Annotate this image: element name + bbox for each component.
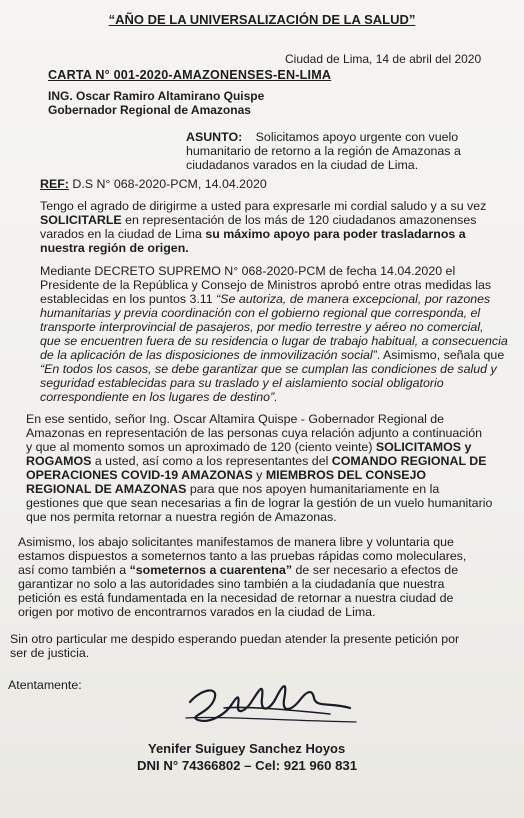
p1-line-4: nuestra región de origen. (40, 241, 189, 255)
recipient-name: ING. Oscar Ramiro Altamirano Quispe (48, 89, 265, 103)
reference-line (40, 177, 267, 192)
p1-line-3 (40, 227, 466, 242)
p4-line-1: Asimismo, los abajo solicitantes manifestamos de manera libre y voluntaria que (18, 535, 454, 549)
p3-bold-miembros: MIEMBROS DEL CONSEJO (265, 468, 427, 482)
document-year-title: “AÑO DE LA UNIVERSALIZACIÓN DE LA SALUD” (108, 12, 416, 27)
subject-text-1: Solicitamos apoyo urgente con vuelo (255, 130, 459, 144)
p3-line-4-bold: COMANDO REGIONAL DE (331, 454, 487, 468)
p4-line-3-rest: de ser necesario a efectos de (292, 563, 459, 577)
p4-line-3-plain: así como también a (18, 563, 130, 577)
closing-text: Atentamente: (8, 678, 82, 692)
p2-line-9: seguridad establecidas para su traslado y el aislamiento social obligatorio (40, 376, 444, 390)
signer-id-line: DNI N° 74366802 – Cel: 921 960 831 (137, 758, 358, 773)
p3-line-1: En ese sentido, señor Ing. Oscar Altamira Quispe - Gobernador Regional de (26, 412, 445, 426)
p4-line-3 (18, 563, 458, 578)
p3-bold-rogamos: ROGAMOS (26, 454, 92, 468)
p3-line-6 (26, 482, 439, 497)
subject-text-2: humanitario de retorno a la región de Amazonas a (186, 144, 461, 158)
p2-line-7-italic: de la aplicación de las disposiciones de inmovilización social” (40, 348, 377, 362)
subject-text-3: ciudadanos varados en la ciudad de Lima. (186, 158, 419, 172)
p5-line-2: ser de justicia. (10, 646, 90, 660)
p4-line-2: estamos dispuestos a someternos tanto a las pruebas rápidas como moleculares, (18, 549, 467, 563)
p3-line-2: Amazonas en representación de las personas cuya relación adjunto a continuación (26, 426, 482, 440)
handwritten-signature (180, 670, 360, 730)
p2-line-7 (40, 348, 504, 363)
p3-line-5-plain: y (252, 468, 266, 482)
p3-bold-regional: REGIONAL DE AMAZONAS (26, 482, 187, 496)
p2-line-3 (40, 292, 490, 307)
p1-line-1: Tengo el agrado de dirigirme a usted para expresarle mi cordial saludo y a su vez (40, 199, 487, 213)
p3-line-4-plain: a usted, así como a los representantes del (91, 454, 332, 468)
p1-line-2 (40, 213, 476, 228)
p1-line-2-rest: en representación de los más de 120 ciudadanos amazonenses (121, 213, 477, 227)
p2-line-2: Presidente de la República y Consejo de Ministros aprobó entre otras medidas las (40, 278, 492, 292)
p3-line-4 (26, 454, 486, 469)
p1-line-3-bold: su máximo apoyo para poder trasladarnos a (205, 227, 466, 241)
letter-reference-number: CARTA N° 001-2020-AMAZONENSES-EN-LIMA (48, 68, 332, 82)
date-line: Ciudad de Lima, 14 de abril del 2020 (285, 52, 482, 66)
p3-line-7: gestiones que que sean necesarias a fin de lograr la gestión de un vuelo humanitario (26, 496, 493, 510)
p3-line-6-plain: para que nos apoyen humanitariamente en la (186, 482, 440, 496)
p2-line-7-plain: . Asimismo, señala que (376, 348, 505, 362)
p3-line-3-bold: SOLICITAMOS y (375, 440, 472, 454)
recipient-position: Gobernador Regional de Amazonas (48, 103, 251, 117)
subject-label: ASUNTO: (186, 130, 243, 144)
p1-line-3-plain: varados en la ciudad de Lima (40, 227, 206, 241)
subject-line-1 (186, 130, 462, 145)
reference-label: REF: (40, 177, 69, 191)
p2-line-1: Mediante DECRETO SUPREMO N° 068-2020-PCM de fecha 14.04.2020 el (40, 264, 456, 278)
p2-line-10: correspondiente en los lugares de destino”. (40, 390, 278, 404)
p2-line-4: humanitarias y previa coordinación con el gobierno regional que corresponda, el (40, 306, 481, 320)
p4-line-3-bold: “someternos a cuarentena” (129, 563, 293, 577)
p4-line-6: origen por motivo de encontrarnos varados en la ciudad de Lima. (18, 605, 376, 619)
p2-line-3-italic: “Se autoriza, de manera excepcional, por razones (216, 292, 491, 306)
p4-line-4: garantizar no solo a las autoridades sino también a la ciudadanía que nuestra (18, 577, 445, 591)
p3-line-5 (26, 468, 426, 483)
reference-text: D.S N° 068-2020-PCM, 14.04.2020 (72, 177, 267, 191)
p2-line-6: que se encuentren fuera de su residencia o lugar de trabajo habitual, a consecuencia (40, 334, 508, 348)
p5-line-1: Sin otro particular me despido esperando puedan atender la presente petición por (10, 632, 460, 646)
p1-bold-solicitarle: SOLICITARLE (40, 213, 122, 227)
p2-line-5: transporte interprovincial de pasajeros, por medio terrestre y aéreo no comercial, (40, 320, 484, 334)
p3-line-3 (26, 440, 471, 455)
p2-line-3-plain: establecidas en los puntos 3.11 (40, 292, 217, 306)
p2-line-8: “En todos los casos, se debe garantizar que se cumplan las condiciones de salud y (40, 362, 497, 376)
p4-line-5: petición es está fundamentada en la necesidad de retornar a nuestra ciudad de (18, 591, 454, 605)
p3-bold-covid: OPERACIONES COVID-19 AMAZONAS (26, 468, 253, 482)
p3-line-3-plain: y que al momento somos un aproximado de 120 (ciento veinte) (26, 440, 376, 454)
p3-line-8: que nos permita retornar a nuestra región de Amazonas. (26, 510, 337, 524)
signer-name: Yenifer Suiguey Sanchez Hoyos (148, 741, 346, 756)
